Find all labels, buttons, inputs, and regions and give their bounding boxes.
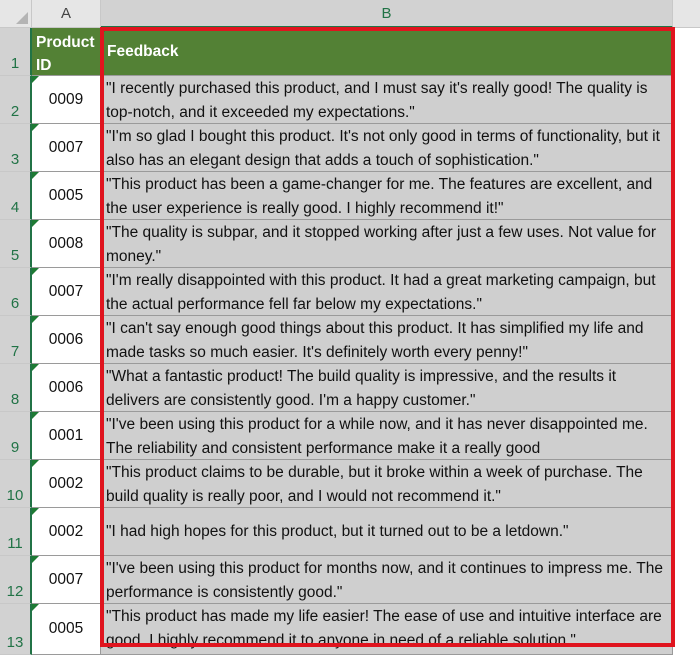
header-cell-feedback[interactable]: Feedback: [101, 28, 673, 76]
feedback-cell[interactable]: [101, 556, 673, 604]
product-id-text: 0008: [48, 234, 84, 252]
row-header-11[interactable]: 11: [0, 508, 32, 556]
feedback-cell[interactable]: [101, 76, 673, 124]
product-id-cell[interactable]: [32, 220, 101, 268]
product-id-text: 0009: [48, 90, 84, 108]
number-as-text-indicator-icon: [32, 556, 39, 563]
feedback-cell[interactable]: [101, 316, 673, 364]
product-id-cell[interactable]: [32, 412, 101, 460]
feedback-text: "I've been using this product for a while now, and it has never disappointed me. The reliability and consistent performance make it a really good: [106, 416, 648, 457]
row-header-7[interactable]: 7: [0, 316, 32, 364]
product-id-cell[interactable]: [32, 268, 101, 316]
feedback-cell[interactable]: [101, 364, 673, 412]
feedback-text: "This product claims to be durable, but it broke within a week of purchase. The build quality is really poor, and I would not recommend it.": [106, 464, 643, 505]
header-cell-product-id[interactable]: Product ID: [32, 28, 101, 76]
product-id-cell[interactable]: [32, 556, 101, 604]
feedback-cell[interactable]: [101, 268, 673, 316]
error-indicator-icon: [101, 28, 108, 35]
feedback-cell[interactable]: [101, 412, 673, 460]
feedback-cell[interactable]: [101, 220, 673, 268]
number-as-text-indicator-icon: [32, 508, 39, 515]
number-as-text-indicator-icon: [32, 460, 39, 467]
feedback-cell[interactable]: [101, 124, 673, 172]
feedback-cell[interactable]: [101, 460, 673, 508]
feedback-text: "I'm so glad I bought this product. It's not only good in terms of functionality, but it also has an elegant design that adds a touch of sophistication.": [106, 128, 660, 169]
number-as-text-indicator-icon: [32, 316, 39, 323]
row-header-13[interactable]: 13: [0, 604, 32, 655]
feedback-text: "This product has made my life easier! The ease of use and intuitive interface are good. I highly recommend it to anyone in need of a reliable solution.": [106, 608, 662, 649]
column-header-a[interactable]: A: [32, 0, 101, 28]
number-as-text-indicator-icon: [32, 268, 39, 275]
product-id-cell[interactable]: [32, 460, 101, 508]
select-all-corner[interactable]: [0, 0, 32, 28]
feedback-cell[interactable]: [101, 508, 673, 556]
feedback-text: "This product has been a game-changer for me. The features are excellent, and the user experience is really good. I highly recommend it!": [106, 176, 653, 217]
product-id-text: 0005: [48, 620, 84, 637]
number-as-text-indicator-icon: [32, 172, 39, 179]
product-id-cell[interactable]: [32, 604, 101, 655]
feedback-text: "I'm really disappointed with this product. It had a great marketing campaign, but the actual performance fell far below my expectations.": [106, 272, 656, 313]
column-header-c-partial[interactable]: [673, 0, 700, 28]
feedback-text: "I can't say enough good things about this product. It has simplified my life and made tasks so much easier. It's definitely worth every penny!": [106, 320, 644, 361]
row-header-3[interactable]: 3: [0, 124, 32, 172]
product-id-cell[interactable]: [32, 172, 101, 220]
feedback-cell[interactable]: [101, 604, 673, 655]
feedback-text: "I recently purchased this product, and I must say it's really good! The quality is top-notch, and it exceeded my expectations.": [106, 80, 648, 121]
product-id-text: 0007: [48, 138, 84, 156]
empty-column-area[interactable]: [673, 28, 700, 655]
product-id-text: 0007: [48, 282, 84, 300]
number-as-text-indicator-icon: [32, 364, 39, 371]
product-id-cell[interactable]: [32, 76, 101, 124]
number-as-text-indicator-icon: [32, 220, 39, 227]
feedback-text: "What a fantastic product! The build quality is impressive, and the results it delivers are consistently good. I'm a happy customer.": [106, 368, 617, 409]
row-header-5[interactable]: 5: [0, 220, 32, 268]
row-header-4[interactable]: 4: [0, 172, 32, 220]
row-header-8[interactable]: 8: [0, 364, 32, 412]
row-header-6[interactable]: 6: [0, 268, 32, 316]
feedback-text: "I had high hopes for this product, but it turned out to be a letdown.": [106, 522, 569, 540]
product-id-text: 0001: [48, 426, 84, 444]
select-all-triangle-icon: [16, 12, 28, 24]
number-as-text-indicator-icon: [32, 76, 39, 83]
number-as-text-indicator-icon: [32, 124, 39, 131]
product-id-text: 0006: [48, 330, 84, 348]
product-id-text: 0002: [48, 522, 84, 540]
row-header-2[interactable]: 2: [0, 76, 32, 124]
feedback-text: "The quality is subpar, and it stopped working after just a few uses. Not value for money.": [106, 224, 657, 265]
product-id-text: 0007: [48, 570, 84, 588]
row-header-10[interactable]: 10: [0, 460, 32, 508]
product-id-cell[interactable]: [32, 316, 101, 364]
number-as-text-indicator-icon: [32, 604, 39, 611]
product-id-cell[interactable]: [32, 124, 101, 172]
product-id-text: 0002: [48, 474, 84, 492]
product-id-text: 0005: [48, 186, 84, 204]
number-as-text-indicator-icon: [32, 412, 39, 419]
product-id-cell[interactable]: [32, 364, 101, 412]
column-header-b[interactable]: B: [101, 0, 673, 28]
feedback-cell[interactable]: [101, 172, 673, 220]
row-header-12[interactable]: 12: [0, 556, 32, 604]
product-id-cell[interactable]: [32, 508, 101, 556]
feedback-text: "I've been using this product for months now, and it continues to impress me. The performance is consistently good.": [106, 560, 664, 601]
product-id-text: 0006: [48, 378, 84, 396]
row-header-9[interactable]: 9: [0, 412, 32, 460]
row-header-1[interactable]: 1: [0, 28, 32, 76]
